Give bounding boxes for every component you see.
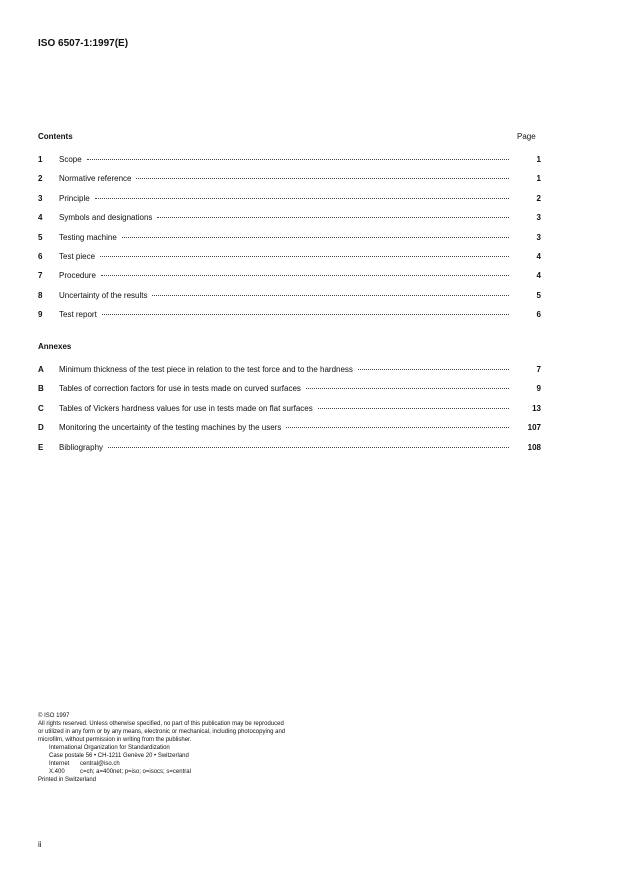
toc-title: Symbols and designations <box>59 213 153 223</box>
toc-entry-6[interactable] <box>38 252 541 271</box>
toc-page: 5 <box>536 290 541 300</box>
dot-leader <box>318 408 509 409</box>
dot-leader <box>122 237 509 238</box>
page-number: ii <box>38 840 42 849</box>
toc-number: 5 <box>38 232 43 242</box>
toc-entry-9[interactable] <box>38 310 541 329</box>
toc-number: D <box>38 423 44 433</box>
toc-title: Scope <box>59 155 82 164</box>
toc-number: B <box>38 384 44 394</box>
toc-number: 7 <box>38 271 43 281</box>
toc-entry-4[interactable] <box>38 213 541 232</box>
toc-page: 4 <box>536 251 541 261</box>
x400-address: c=ch; a=400net; p=iso; o=isocs; s=central <box>80 769 191 775</box>
dot-leader <box>157 217 509 218</box>
toc-entry-1[interactable] <box>38 155 541 174</box>
toc-number: 4 <box>38 213 43 223</box>
copyright-notice <box>38 712 285 784</box>
annex-entry-d[interactable] <box>38 423 541 442</box>
page-column-label: Page <box>517 132 536 141</box>
dot-leader <box>358 369 509 370</box>
toc-entry-3[interactable] <box>38 194 541 213</box>
toc-entry-2[interactable] <box>38 174 541 193</box>
document-id-header: ISO 6507-1:1997(E) <box>38 38 129 49</box>
toc-title: Uncertainty of the results <box>59 290 148 300</box>
toc-page: 3 <box>536 232 541 242</box>
toc-page: 13 <box>532 403 541 413</box>
toc-title: Test piece <box>59 251 96 261</box>
contents-heading: Contents <box>38 132 73 141</box>
toc-number: C <box>38 403 44 413</box>
dot-leader <box>87 159 509 160</box>
toc-title: Monitoring the uncertainty of the testing machines by the users <box>59 423 282 433</box>
dot-leader <box>152 295 509 296</box>
toc-entry-7[interactable] <box>38 271 541 290</box>
toc-page: 4 <box>536 271 541 281</box>
toc-title: Test report <box>59 310 97 320</box>
toc-entry-5[interactable] <box>38 233 541 252</box>
toc-title: Principle <box>59 193 90 203</box>
toc-page: 6 <box>536 310 541 320</box>
toc-title: Tables of Vickers hardness values for use in tests made on flat surfaces <box>59 403 313 413</box>
x400-contact <box>38 768 285 776</box>
annex-entry-b[interactable] <box>38 384 541 403</box>
internet-address-link[interactable]: central@iso.ch <box>80 761 120 767</box>
annex-entry-e[interactable] <box>38 443 541 462</box>
toc-number: 6 <box>38 251 43 261</box>
toc-page: 1 <box>536 174 541 184</box>
toc-title: Testing machine <box>59 232 117 242</box>
dot-leader <box>100 256 509 257</box>
copyright-line: © ISO 1997 <box>38 713 70 719</box>
toc-page: 1 <box>536 155 541 164</box>
postal-address: Case postale 56 • CH-1211 Genève 20 • Switzerland <box>49 753 189 759</box>
rights-line: All rights reserved. Unless otherwise specified, no part of this publication may be reproduced <box>38 721 284 727</box>
toc-title: Bibliography <box>59 442 104 452</box>
dot-leader <box>136 178 509 179</box>
toc-title: Procedure <box>59 271 96 281</box>
annex-entry-c[interactable] <box>38 404 541 423</box>
rights-line: or utilized in any form or by any means, electronic or mechanical, including photocopying and <box>38 729 286 735</box>
printed-in-line: Printed in Switzerland <box>38 777 97 783</box>
toc-number: E <box>38 442 44 452</box>
dot-leader <box>286 427 509 428</box>
toc-page: 3 <box>536 213 541 223</box>
internet-contact <box>38 760 285 768</box>
organization-name: International Organization for Standardization <box>49 745 170 751</box>
dot-leader <box>95 198 509 199</box>
rights-line: microfilm, without permission in writing from the publisher. <box>38 737 192 743</box>
toc-page: 9 <box>536 384 541 394</box>
toc-number: 8 <box>38 290 43 300</box>
annexes-list <box>38 365 541 462</box>
toc-number: 9 <box>38 310 43 320</box>
toc-page: 108 <box>527 442 541 452</box>
toc-page: 2 <box>536 193 541 203</box>
toc-title: Tables of correction factors for use in tests made on curved surfaces <box>59 384 301 394</box>
annex-entry-a[interactable] <box>38 365 541 384</box>
annexes-heading: Annexes <box>38 342 72 351</box>
internet-label: Internet <box>49 761 70 767</box>
x400-label: X.400 <box>49 769 65 775</box>
toc-number: 2 <box>38 174 43 184</box>
toc-title: Normative reference <box>59 174 132 184</box>
dot-leader <box>306 388 509 389</box>
toc-entry-8[interactable] <box>38 291 541 310</box>
toc-title: Minimum thickness of the test piece in relation to the test force and to the hardness <box>59 365 353 374</box>
toc-number: 3 <box>38 193 43 203</box>
dot-leader <box>108 447 509 448</box>
dot-leader <box>101 275 509 276</box>
toc-number: A <box>38 365 44 374</box>
toc-number: 1 <box>38 155 43 164</box>
toc-page: 7 <box>536 365 541 374</box>
dot-leader <box>102 314 509 315</box>
contents-list <box>38 155 541 330</box>
toc-page: 107 <box>527 423 541 433</box>
